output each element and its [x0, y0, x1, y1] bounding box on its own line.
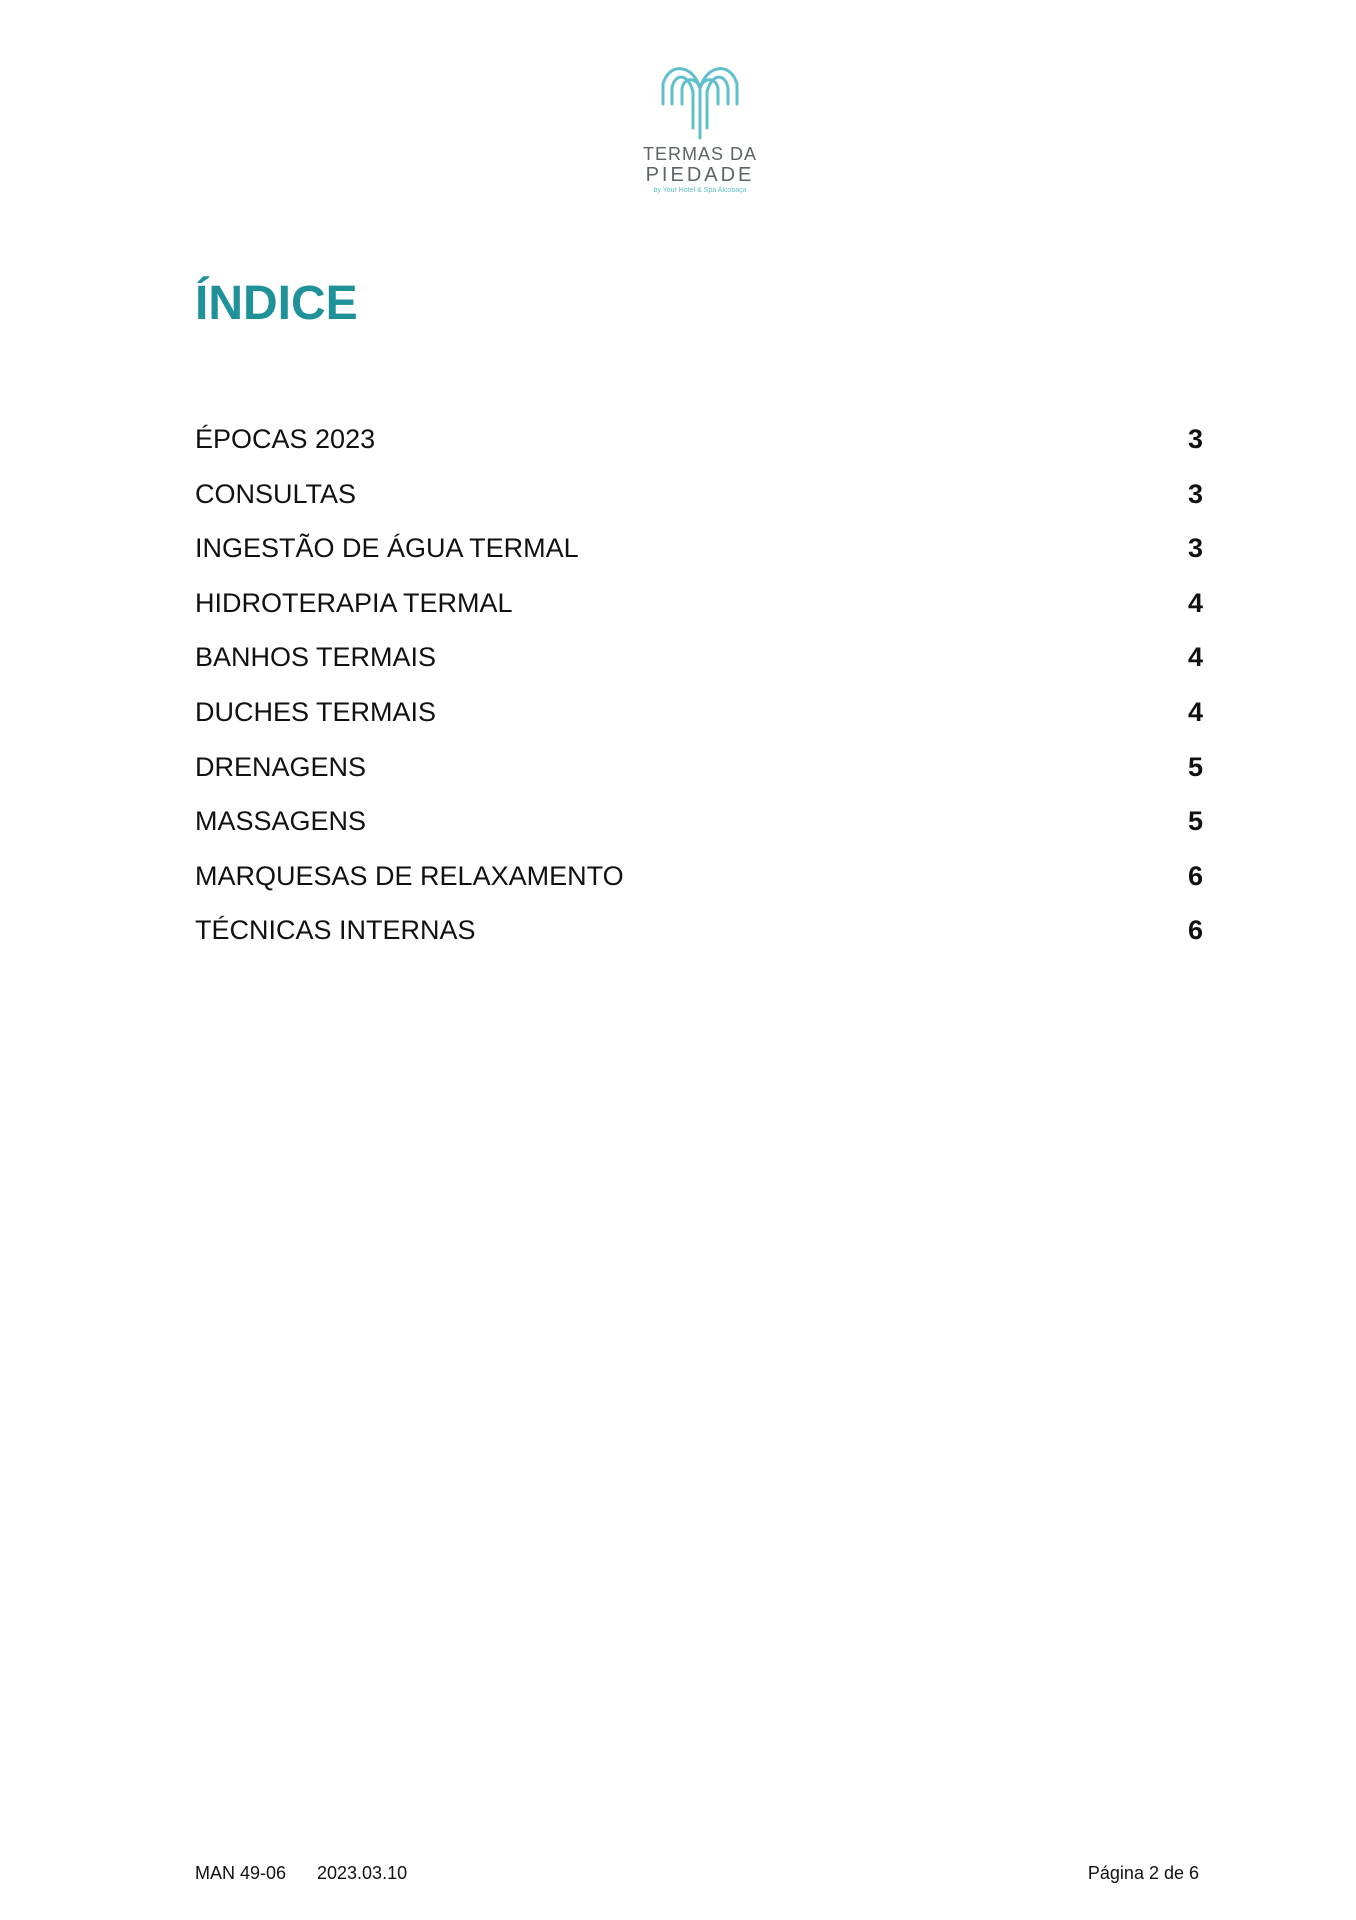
toc-entry-label: DUCHES TERMAIS [195, 696, 437, 727]
logo-text-line1: TERMAS DA [642, 144, 757, 164]
toc-entry-label: CONSULTAS [195, 478, 357, 509]
toc-entry[interactable] [195, 416, 1203, 471]
toc-entry[interactable] [195, 634, 1203, 689]
document-date: 2023.03.10 [317, 1863, 408, 1883]
logo-tagline: by Your Hotel & Spa Alcobaça [653, 187, 747, 194]
toc-entry-label: TÉCNICAS INTERNAS [195, 915, 476, 946]
toc-entry-page: 4 [1187, 587, 1203, 618]
toc-entry-page: 5 [1187, 806, 1203, 837]
toc-entry-page: 4 [1187, 642, 1203, 673]
brand-logo [620, 40, 780, 222]
toc-entry[interactable] [195, 907, 1203, 962]
toc-entry-label: HIDROTERAPIA TERMAL [195, 587, 513, 618]
toc-entry-label: MASSAGENS [195, 806, 367, 837]
toc-entry-page: 3 [1187, 424, 1203, 454]
toc-entry-page: 6 [1187, 915, 1203, 946]
fountain-icon [655, 58, 745, 140]
page-number: Página 2 de 6 [1087, 1863, 1199, 1883]
toc-entry-label: BANHOS TERMAIS [195, 642, 437, 673]
toc-entry-label: MARQUESAS DE RELAXAMENTO [195, 860, 624, 891]
table-of-contents [195, 416, 1203, 962]
toc-entry[interactable] [195, 744, 1203, 799]
toc-entry-label: DRENAGENS [195, 751, 367, 782]
page-title: ÍNDICE [195, 277, 358, 330]
document-code: MAN 49-06 [195, 1863, 287, 1883]
toc-entry[interactable] [195, 471, 1203, 526]
logo-text-line2: PIEDADE [645, 164, 755, 186]
toc-entry[interactable] [195, 853, 1203, 908]
toc-entry-page: 6 [1187, 860, 1203, 891]
toc-entry[interactable] [195, 525, 1203, 580]
toc-entry-page: 3 [1187, 533, 1203, 564]
toc-entry-page: 3 [1187, 478, 1203, 509]
toc-entry-label: INGESTÃO DE ÁGUA TERMAL [195, 533, 579, 564]
toc-entry[interactable] [195, 689, 1203, 744]
toc-entry[interactable] [195, 580, 1203, 635]
toc-entry[interactable] [195, 798, 1203, 853]
toc-entry-page: 5 [1187, 751, 1203, 782]
toc-entry-label: ÉPOCAS 2023 [195, 424, 376, 454]
toc-entry-page: 4 [1187, 696, 1203, 727]
